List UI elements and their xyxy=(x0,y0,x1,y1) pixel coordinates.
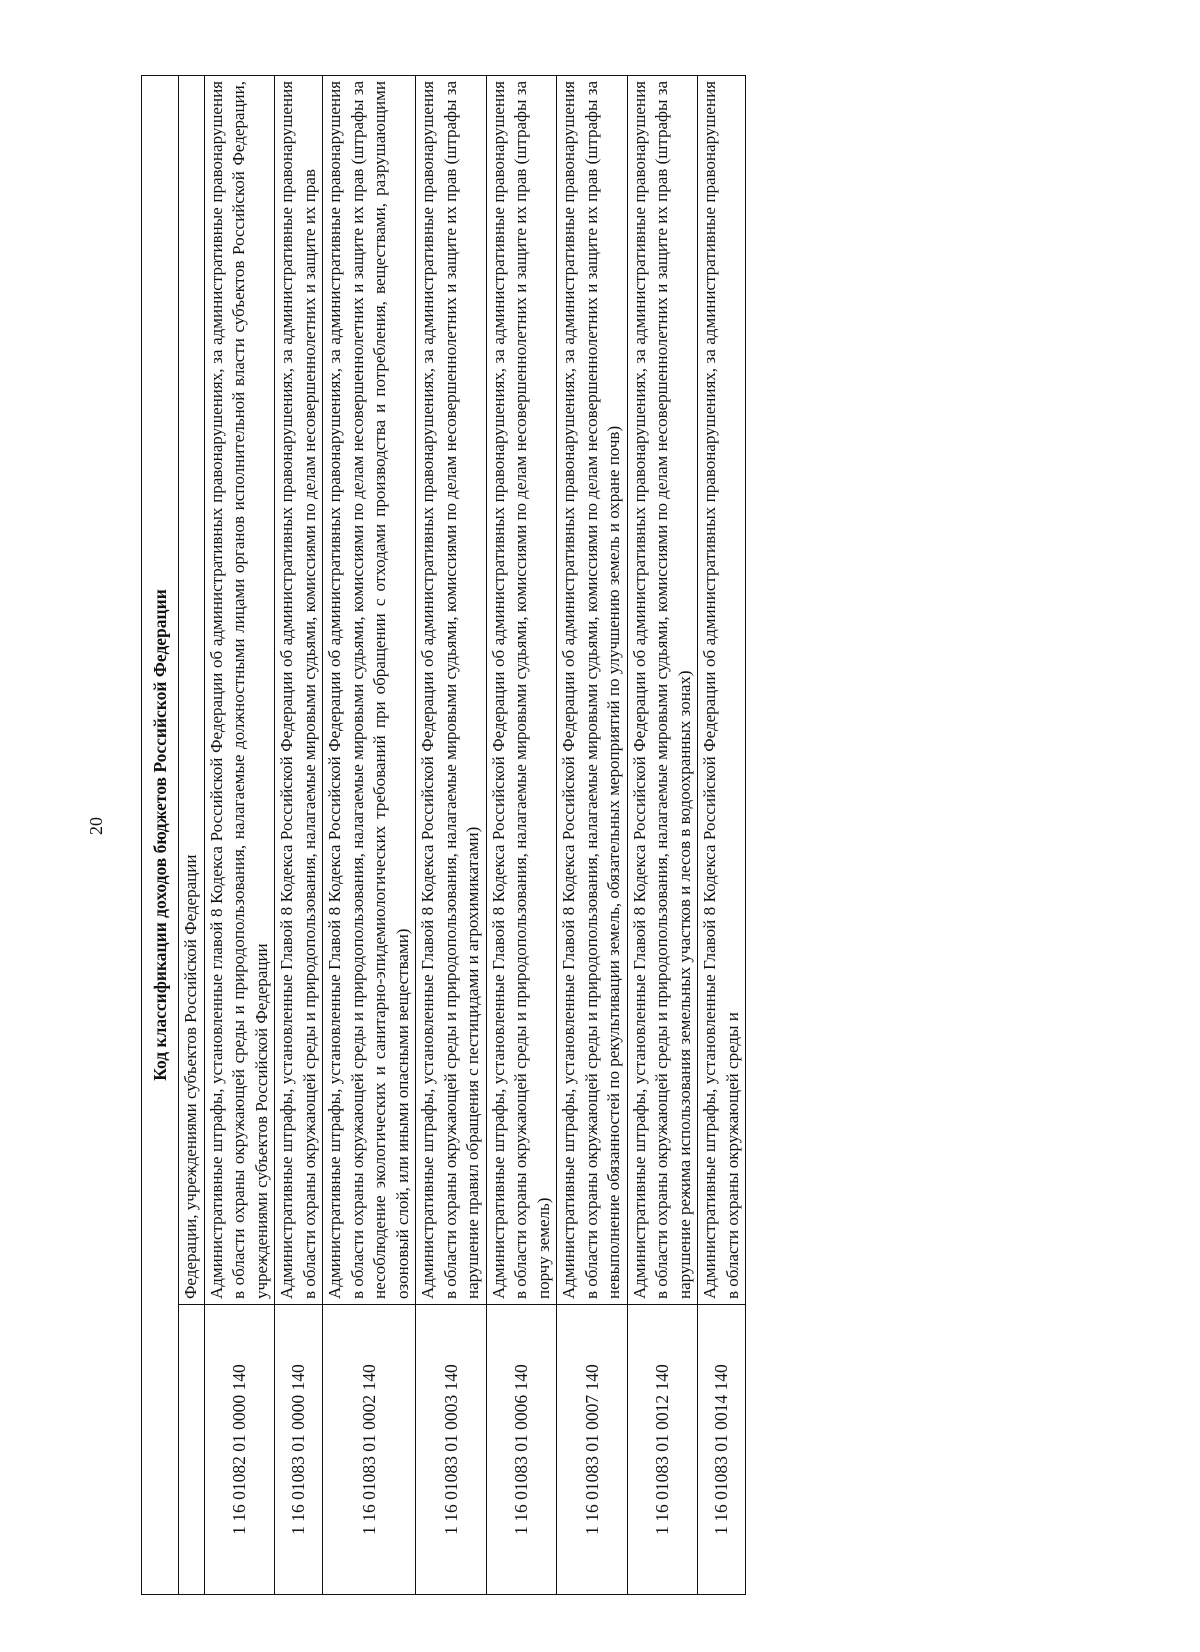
classification-description: Административные штрафы, установленные Главой 8 Кодекса Российской Федерации об административных правонарушениях, за административные правонарушения в области охраны окружающей среды и природопользования, налагаемые мировыми судьями, комиссиями по делам несовершеннолетних и защите их прав (штрафы за несоблюдение экологических и санитарно-эпидемиологических требований при обращении с отходами производства и потребления, веществами, разрушающими озоновый слой, или иными опасными веществами) xyxy=(323,76,416,1305)
table-row xyxy=(486,76,557,1595)
classification-code: 1 16 01082 01 0000 140 xyxy=(204,1305,275,1595)
table-row xyxy=(275,76,323,1595)
table-row xyxy=(627,76,698,1595)
table-header-row xyxy=(142,76,179,1595)
classification-description: Административные штрафы, установленные Главой 8 Кодекса Российской Федерации об административных правонарушениях, за административные правонарушения в области охраны окружающей среды и природопользования, налагаемые мировыми судьями, комиссиями по делам несовершеннолетних и защите их прав (штрафы за нарушение правил обращения с пестицидами и агрохимикатами) xyxy=(416,76,487,1305)
table-row xyxy=(557,76,628,1595)
classification-code: 1 16 01083 01 0014 140 xyxy=(698,1305,746,1595)
table-row xyxy=(416,76,487,1595)
table-row xyxy=(323,76,416,1595)
classification-code: 1 16 01083 01 0007 140 xyxy=(557,1305,628,1595)
classification-code: 1 16 01083 01 0006 140 xyxy=(486,1305,557,1595)
classification-description: Административные штрафы, установленные Главой 8 Кодекса Российской Федерации об административных правонарушениях, за административные правонарушения в области охраны окружающей среды и природопользования, налагаемые мировыми судьями, комиссиями по делам несовершеннолетних и защите их прав (штрафы за невыполнение обязанностей по рекультивации земель, обязательных мероприятий по улучшению земель и охране почв) xyxy=(557,76,628,1305)
classification-code: 1 16 01083 01 0000 140 xyxy=(275,1305,323,1595)
page-number: 20 xyxy=(86,817,106,835)
income-classification-table xyxy=(141,75,746,1595)
table-row-continuation xyxy=(179,76,205,1595)
classification-code: 1 16 01083 01 0012 140 xyxy=(627,1305,698,1595)
table-row xyxy=(698,76,746,1595)
continuation-text: Федерации, учреждениями субъектов Российской Федерации xyxy=(179,76,205,1305)
classification-code: 1 16 01083 01 0003 140 xyxy=(416,1305,487,1595)
table-header: Код классификации доходов бюджетов Российской Федерации xyxy=(142,76,179,1595)
classification-description: Административные штрафы, установленные Главой 8 Кодекса Российской Федерации об административных правонарушениях, за административные правонарушения в области охраны окружающей среды и природопользования, налагаемые мировыми судьями, комиссиями по делам несовершеннолетних и защите их прав (штрафы за нарушение режима использования земельных участков и лесов в водоохранных зонах) xyxy=(627,76,698,1305)
classification-description: Административные штрафы, установленные Главой 8 Кодекса Российской Федерации об административных правонарушениях, за административные правонарушения в области охраны окружающей среды и природопользования, налагаемые мировыми судьями, комиссиями по делам несовершеннолетних и защите их прав xyxy=(275,76,323,1305)
classification-description: Административные штрафы, установленные Главой 8 Кодекса Российской Федерации об административных правонарушениях, за административные правонарушения в области охраны окружающей среды и природопользования, налагаемые мировыми судьями, комиссиями по делам несовершеннолетних и защите их прав (штрафы за порчу земель) xyxy=(486,76,557,1305)
classification-code: 1 16 01083 01 0002 140 xyxy=(323,1305,416,1595)
rotated-page-content xyxy=(141,75,1011,1595)
table-row xyxy=(204,76,275,1595)
classification-description: Административные штрафы, установленные главой 8 Кодекса Российской Федерации об административных правонарушениях, за административные правонарушения в области охраны окружающей среды и природопользования, налагаемые должностными лицами органов исполнительной власти субъектов Российской Федерации, учреждениями субъектов Российской Федерации xyxy=(204,76,275,1305)
code-cell-empty xyxy=(179,1305,205,1595)
classification-description: Административные штрафы, установленные Главой 8 Кодекса Российской Федерации об административных правонарушениях, за административные правонарушения в области охраны окружающей среды и xyxy=(698,76,746,1305)
